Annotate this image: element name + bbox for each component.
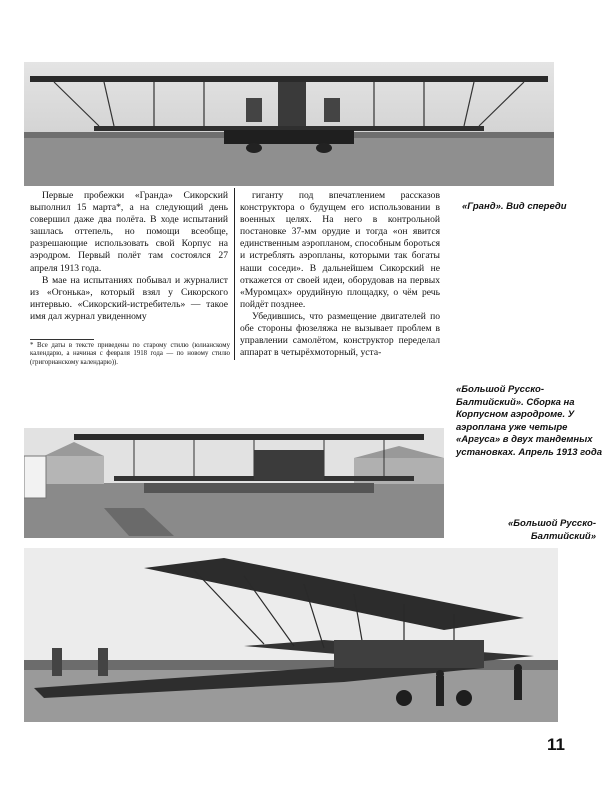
caption-middle: «Большой Русско-Балтийский». Сборка на Корпусном аэродроме. У аэроплана уже четыре «Аргуса» в двух тандемных установках. Апрель 1913 года <box>456 384 602 458</box>
text-column-left <box>30 190 228 323</box>
footnote-divider <box>30 339 94 340</box>
photo-big-russo-baltic <box>24 548 558 722</box>
caption-bottom: «Большой Русско-Балтийский» <box>507 518 596 542</box>
paragraph: В мае на испытаниях побывал и журналист из «Огонька», который взял у Сикорского интервью. «Сикорский-истребитель» — такое имя дал журнал увиденному <box>30 274 228 322</box>
text-column-right <box>240 190 440 359</box>
paragraph: гиганту под впечатлением рассказов конструктора о будущем его использовании в военных целях. На него в контрольной постановке 37-мм орудие и тогда «он явится единственным аэропланом, способным бороться и истреблять аэропланы, которыми так богаты наши соседи». В дальнейшем Сикорский не откажется от своей идеи, оборудовав на первых «Муромцах» орудийную площадку, о чём речь пойдёт позднее. <box>240 190 440 310</box>
photo-grand-front-view <box>24 62 554 186</box>
footnote: * Все даты в тексте приведены по старому стилю (юлианскому календарю, а начиная с февраля 1918 года — по новому стилю (григорианскому календарю)). <box>30 342 230 366</box>
photo-assembly-airfield <box>24 428 444 538</box>
paragraph: Убедившись, что размещение двигателей по обе стороны фюзеляжа не вызывает проблем в управлении самолётом, конструктор переделал аппарат в четырёхмоторный, уста- <box>240 310 440 359</box>
paragraph: Первые пробежки «Гранда» Сикорский выполнил 15 марта*, а на следующий день совершил даже два полёта. В ходе испытаний зашлась оттепель, но помощи всеобще, разрешающие использовать свой Корпус на аэродром. Первый полёт там состоялся 27 апреля 1913 года. <box>30 190 228 274</box>
column-divider <box>234 188 235 360</box>
caption-top: «Гранд». Вид спереди <box>462 201 567 212</box>
page-number: 11 <box>547 735 565 754</box>
